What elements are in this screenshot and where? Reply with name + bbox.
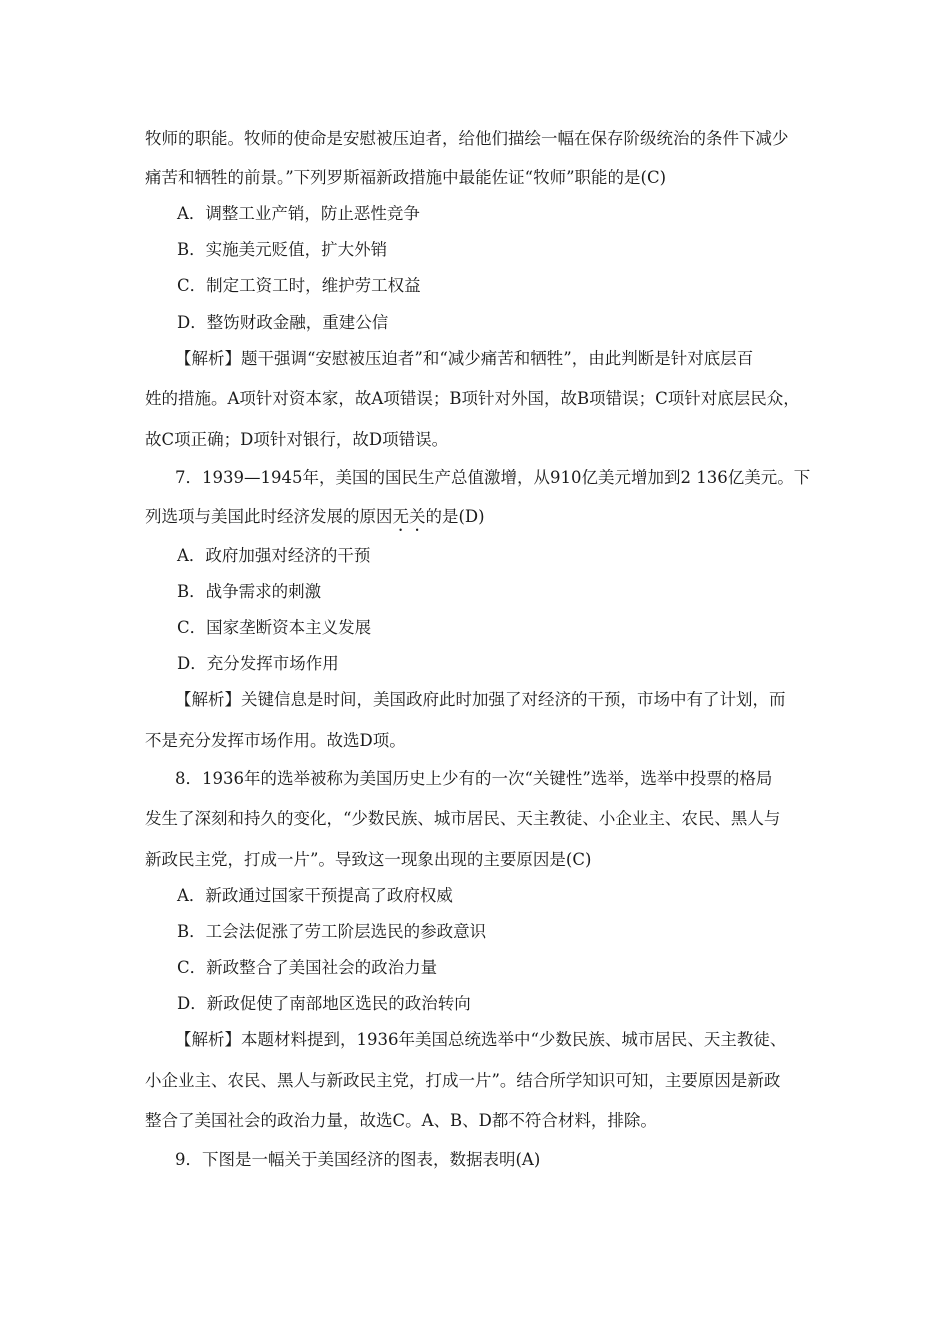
q7-option-d: D．充分发挥市场作用 xyxy=(177,654,339,673)
q7-stem-line-1: 7．1939—1945年，美国的国民生产总值激增，从910亿美元增加到2 136亿美元。下 xyxy=(175,468,811,487)
q7-option-b: B．战争需求的刺激 xyxy=(177,582,322,601)
q6-option-b: B．实施美元贬值，扩大外销 xyxy=(177,240,388,259)
q7-option-c: C．国家垄断资本主义发展 xyxy=(177,618,372,637)
q6-option-a: A．调整工业产销，防止恶性竞争 xyxy=(177,204,420,223)
q7-stem-line-2 xyxy=(145,507,485,535)
q6-option-d: D．整饬财政金融，重建公信 xyxy=(177,313,389,332)
q8-analysis-line-2: 小企业主、农民、黑人与新政民主党，打成一片”。结合所学知识可知，主要原因是新政 xyxy=(145,1071,781,1090)
q6-stem-line-1: 牧师的职能。牧师的使命是安慰被压迫者，给他们描绘一幅在保存阶级统治的条件下减少 xyxy=(145,129,789,148)
q7-emphasis-word: 无关 xyxy=(392,507,426,526)
q8-stem-line-1: 8．1936年的选举被称为美国历史上少有的一次“关键性”选举，选举中投票的格局 xyxy=(175,769,773,788)
q6-analysis-line-3: 故C项正确；D项针对银行，故D项错误。 xyxy=(145,430,449,449)
q7-stem-pre: 列选项与美国此时经济发展的原因 xyxy=(145,507,393,526)
q6-option-c: C．制定工资工时，维护劳工权益 xyxy=(177,276,421,295)
q6-analysis-line-2: 姓的措施。A项针对资本家，故A项错误；B项针对外国，故B项错误；C项针对底层民众， xyxy=(145,389,800,408)
q8-option-d: D．新政促使了南部地区选民的政治转向 xyxy=(177,994,471,1013)
q7-option-a: A．政府加强对经济的干预 xyxy=(177,546,371,565)
q6-analysis-line-1: 【解析】题干强调“安慰被压迫者”和“减少痛苦和牺牲”，由此判断是针对底层百 xyxy=(175,349,754,368)
q8-stem-line-3: 新政民主党，打成一片”。导致这一现象出现的主要原因是(C) xyxy=(145,850,592,869)
q8-stem-line-2: 发生了深刻和持久的变化，“少数民族、城市居民、天主教徒、小企业主、农民、黑人与 xyxy=(145,809,781,828)
q8-option-a: A．新政通过国家干预提高了政府权威 xyxy=(177,886,453,905)
q8-option-c: C．新政整合了美国社会的政治力量 xyxy=(177,958,438,977)
q7-stem-post: 的是(D) xyxy=(425,507,485,526)
q8-option-b: B．工会法促涨了劳工阶层选民的参政意识 xyxy=(177,922,487,941)
q8-analysis-line-1: 【解析】本题材料提到，1936年美国总统选举中“少数民族、城市居民、天主教徒、 xyxy=(175,1030,787,1049)
q7-analysis-line-2: 不是充分发挥市场作用。故选D项。 xyxy=(145,731,406,750)
q8-analysis-line-3: 整合了美国社会的政治力量，故选C。A、B、D都不符合材料，排除。 xyxy=(145,1111,657,1130)
q7-analysis-line-1: 【解析】关键信息是时间，美国政府此时加强了对经济的干预，市场中有了计划，而 xyxy=(175,690,786,709)
q6-stem-line-2: 痛苦和牺牲的前景。”下列罗斯福新政措施中最能佐证“牧师”职能的是(C) xyxy=(145,168,667,187)
q9-stem-line-1: 9．下图是一幅关于美国经济的图表，数据表明(A) xyxy=(175,1150,541,1169)
